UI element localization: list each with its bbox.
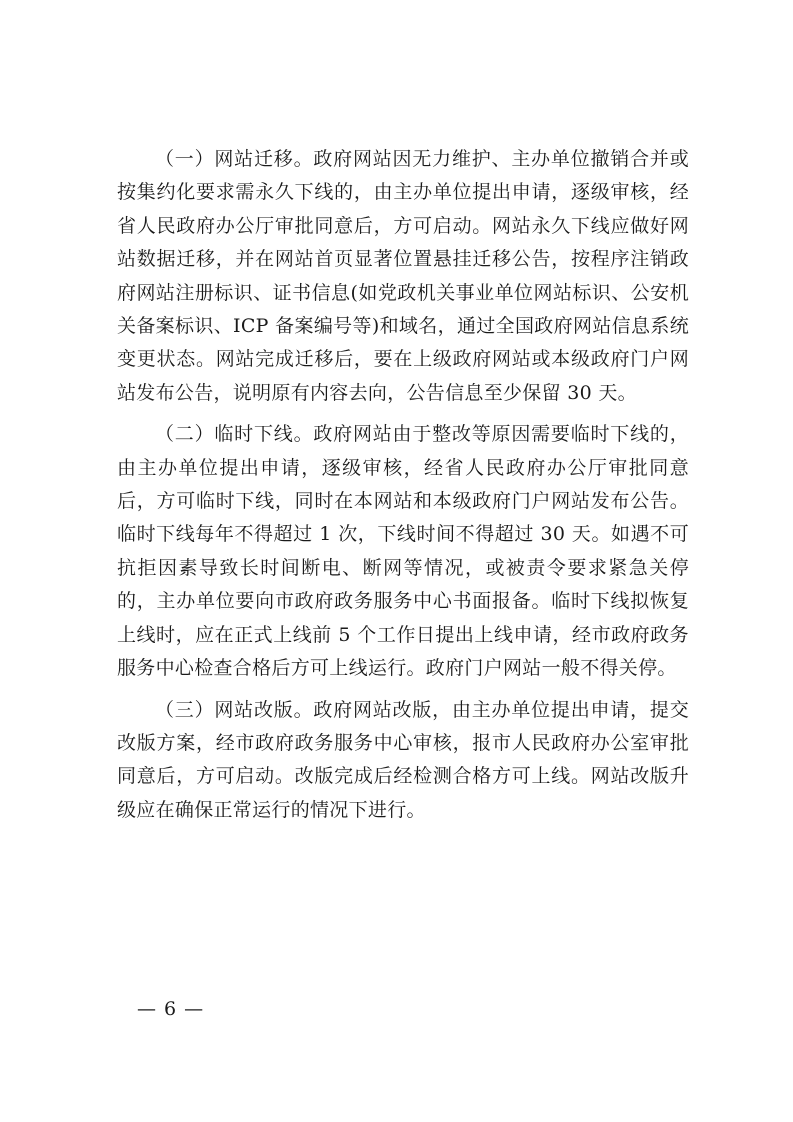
document-body <box>117 143 689 835</box>
paragraph-website-migration: （一）网站迁移。政府网站因无力维护、主办单位撤销合并或按集约化要求需永久下线的，由主办单位提出申请，逐级审核，经省人民政府办公厅审批同意后，方可启动。网站永久下线应做好网站数据迁移，并在网站首页显著位置悬挂迁移公告，按程序注销政府网站注册标识、证书信息(如党政机关事业单位网站标识、公安机关备案标识、ICP 备案编号等)和域名，通过全国政府网站信息系统变更状态。网站完成迁移后，要在上级政府网站或本级政府门户网站发布公告，说明原有内容去向，公告信息至少保留 30 天。 <box>117 148 689 404</box>
paragraph-temporary-offline: （二）临时下线。政府网站由于整改等原因需要临时下线的，由主办单位提出申请，逐级审核，经省人民政府办公厅审批同意后，方可临时下线，同时在本网站和本级政府门户网站发布公告。临时下线每年不得超过 1 次，下线时间不得超过 30 天。如遇不可抗拒因素导致长时间断电、断网等情况，或被责令要求紧急关停的，主办单位要向市政府政务服务中心书面报备。临时下线拟恢复上线时，应在正式上线前 5 个工作日提出上线申请，经市政府政务服务中心检查合格后方可上线运行。政府门户网站一般不得关停。 <box>117 423 689 680</box>
page-number: — 6 — <box>137 998 205 1020</box>
paragraph-website-redesign: （三）网站改版。政府网站改版，由主办单位提出申请，提交改版方案，经市政府政务服务中心审核，报市人民政府办公室审批同意后，方可启动。改版完成后经检测合格方可上线。网站改版升级应在确保正常运行的情况下进行。 <box>117 698 689 821</box>
